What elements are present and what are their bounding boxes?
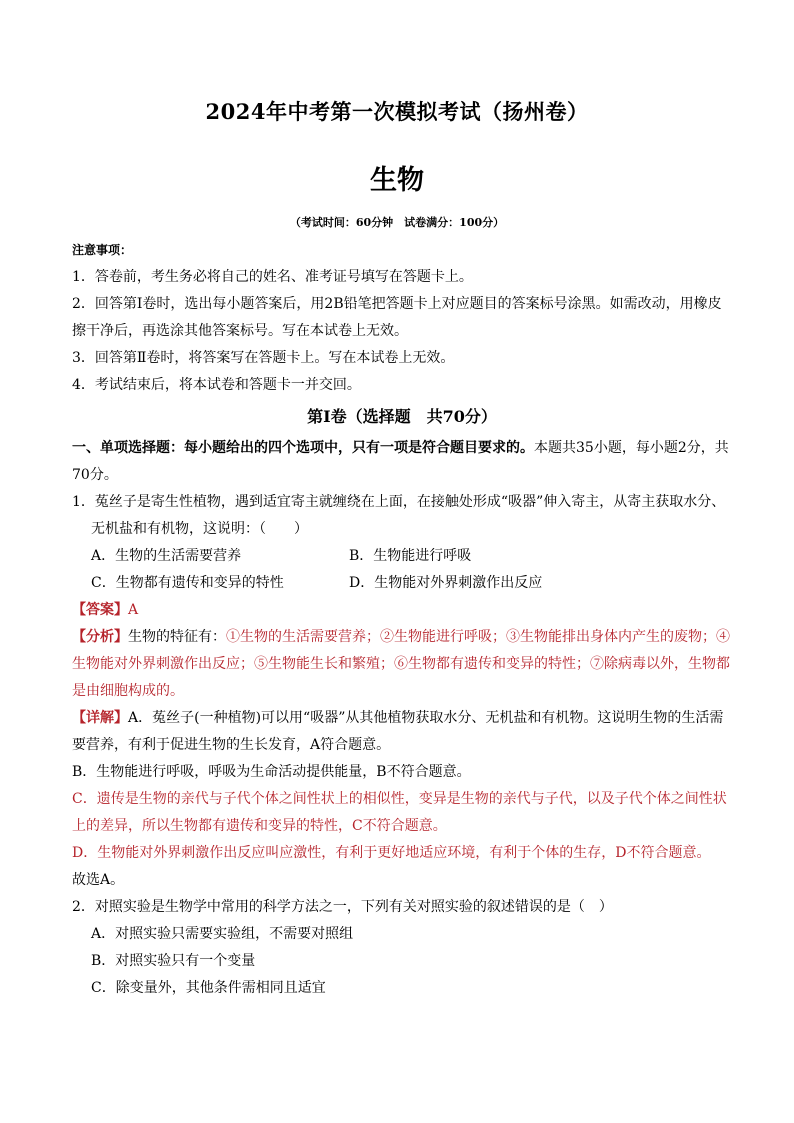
q1-detail-a <box>72 705 732 759</box>
q1-detail-c: C．遗传是生物的亲代与子代个体之间性状上的相似性，变异是生物的亲代与子代，以及子代个体之间性状上的差异，所以生物都有遗传和变异的特性，C不符合题意。 <box>72 791 727 834</box>
answer-tag: 【答案】 <box>72 602 128 618</box>
exam-info: （考试时间：60分钟 试卷满分：100分） <box>289 216 505 229</box>
exam-content <box>72 237 732 1002</box>
answer-value: A <box>128 602 139 618</box>
question-2-text: 2．对照实验是生物学中常用的科学方法之一，下列有关对照实验的叙述错误的是（ ） <box>72 899 613 915</box>
analysis-body: ①生物的生活需要营养；②生物能进行呼吸；③生物能排出身体内产生的废物；④生物能对外界刺激作出反应；⑤生物能生长和繁殖；⑥生物都有遗传和变异的特性；⑦除病毒以外，生物都是由细胞构成的。 <box>72 629 730 699</box>
q1-option-a: A．生物的生活需要营养 <box>91 548 242 564</box>
q1-option-b: B．生物能进行呼吸 <box>349 548 472 564</box>
q1-option-c: C．生物都有遗传和变异的特性 <box>91 575 284 591</box>
analysis-lead: 生物的特征有： <box>128 629 226 645</box>
question-1-options-ab <box>72 543 732 570</box>
analysis-tag: 【分析】 <box>72 629 128 645</box>
subject-title: 生物 <box>370 165 424 196</box>
section-instructions <box>72 435 732 489</box>
q2-option-b: B．对照实验只有一个变量 <box>91 953 256 969</box>
notes-heading: 注意事项： <box>72 243 133 257</box>
instructions-bold: 一、单项选择题：每小题给出的四个选项中，只有一项是符合题目要求的。 <box>72 440 534 456</box>
q1-option-d: D．生物能对外界刺激作出反应 <box>349 575 543 591</box>
detail-a-text: A．菟丝子(一种植物)可以用“吸器”从其他植物获取水分、无机盐和有机物。这说明生物的生活需要营养，有利于促进生物的生长发育，A符合题意。 <box>72 710 724 753</box>
q1-detail-d: D．生物能对外界刺激作出反应叫应激性，有利于更好地适应环境，有利于个体的生存，D不符合题意。 <box>72 845 711 861</box>
question-1-text: 1．菟丝子是寄生性植物，遇到适宜寄主就缠绕在上面，在接触处形成“吸器”伸入寄主，从寄主获取水分、无机盐和有机物，这说明：（ ） <box>72 494 726 537</box>
q2-option-c: C．除变量外，其他条件需相同且适宜 <box>91 980 326 996</box>
note-item-3: 3．回答第Ⅱ卷时，将答案写在答题卡上。写在本试卷上无效。 <box>72 350 455 366</box>
note-item-4: 4．考试结束后，将本试卷和答题卡一并交回。 <box>72 377 361 393</box>
detail-tag: 【详解】 <box>72 710 128 726</box>
exam-title: 2024年中考第一次模拟考试（扬州卷） <box>205 99 589 124</box>
instructions-rest: 本题共35小题，每小题2分，共70分。 <box>72 440 729 483</box>
question-1-options-cd <box>72 570 732 597</box>
note-item-2: 2．回答第Ⅰ卷时，选出每小题答案后，用2B铅笔把答题卡上对应题目的答案标号涂黑。如需改动，用橡皮擦干净后，再选涂其他答案标号。写在本试卷上无效。 <box>72 296 722 339</box>
section-title: 第Ⅰ卷（选择题 共70分） <box>307 407 497 426</box>
q1-detail-b: B．生物能进行呼吸，呼吸为生命活动提供能量，B不符合题意。 <box>72 764 471 780</box>
q1-answer <box>72 597 732 624</box>
q2-option-a: A．对照实验只需要实验组，不需要对照组 <box>91 926 354 942</box>
note-item-1: 1．答卷前，考生务必将自己的姓名、准考证号填写在答题卡上。 <box>72 269 473 285</box>
q1-conclusion: 故选A。 <box>72 872 125 888</box>
q1-analysis <box>72 624 732 705</box>
